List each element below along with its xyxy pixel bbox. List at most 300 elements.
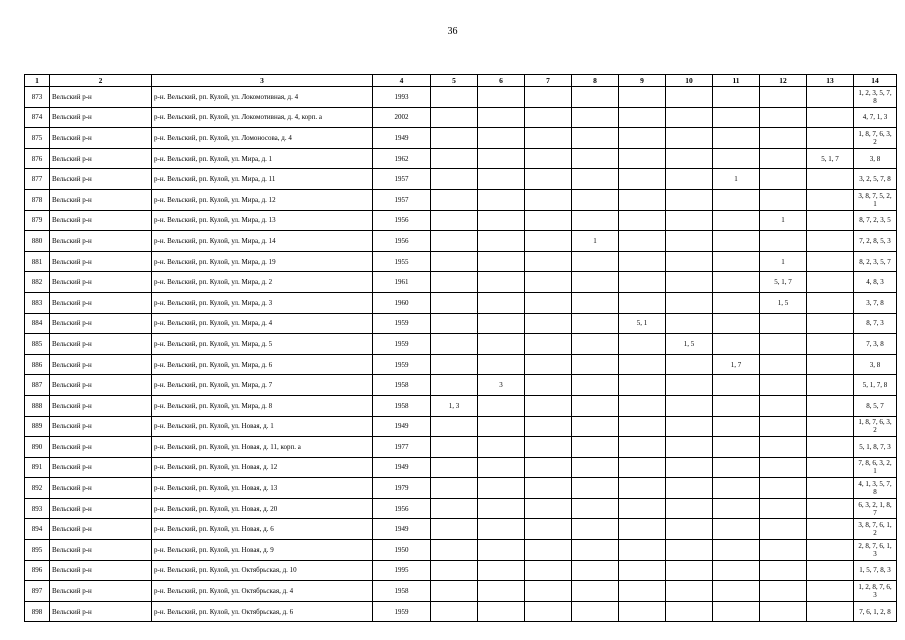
table-cell-col-14: 7, 6, 1, 2, 8 [854,601,897,622]
table-cell-col-6 [478,148,525,169]
table-cell-col-11 [713,601,760,622]
table-cell-col-11 [713,540,760,561]
table-cell-col-12: 1 [760,251,807,272]
table-cell-col-2: Вельский р-н [50,87,152,108]
table-cell-col-3: р-н. Вельский, рп. Кулой, ул. Мира, д. 2 [152,272,373,293]
table-cell-col-10 [666,169,713,190]
table-cell-col-7 [525,210,572,231]
table-cell-col-4: 1949 [373,519,431,540]
table-cell-col-7 [525,519,572,540]
column-header-4: 4 [373,75,431,87]
table-cell-col-9 [619,581,666,602]
table-cell-col-3: р-н. Вельский, рп. Кулой, ул. Мира, д. 13 [152,210,373,231]
table-cell-col-14: 3, 8, 7, 6, 1, 2 [854,519,897,540]
table-cell-col-13 [807,395,854,416]
table-cell-col-14: 8, 2, 3, 5, 7 [854,251,897,272]
table-cell-col-3: р-н. Вельский, рп. Кулой, ул. Мира, д. 5 [152,334,373,355]
table-cell-col-14: 8, 5, 7 [854,395,897,416]
table-row [25,375,897,396]
table-cell-col-3: р-н. Вельский, рп. Кулой, ул. Новая, д. 11, корп. а [152,437,373,458]
table-cell-col-2: Вельский р-н [50,437,152,458]
table-cell-col-3: р-н. Вельский, рп. Кулой, ул. Мира, д. 19 [152,251,373,272]
table-row [25,128,897,149]
table-cell-col-2: Вельский р-н [50,169,152,190]
column-header-2: 2 [50,75,152,87]
table-cell-col-10 [666,251,713,272]
table-cell-col-10 [666,87,713,108]
table-cell-col-6 [478,581,525,602]
table-cell-col-4: 1949 [373,128,431,149]
table-cell-col-2: Вельский р-н [50,334,152,355]
table-cell-col-1: 887 [25,375,50,396]
table-cell-col-3: р-н. Вельский, рп. Кулой, ул. Мира, д. 3 [152,292,373,313]
table-cell-col-13 [807,210,854,231]
table-cell-col-8 [572,519,619,540]
table-cell-col-6 [478,478,525,499]
table-cell-col-13 [807,581,854,602]
table-cell-col-11 [713,395,760,416]
table-cell-col-4: 1977 [373,437,431,458]
table-cell-col-1: 884 [25,313,50,334]
table-cell-col-6 [478,437,525,458]
table-cell-col-1: 876 [25,148,50,169]
table-cell-col-6 [478,560,525,581]
column-header-12: 12 [760,75,807,87]
table-cell-col-5 [431,581,478,602]
table-cell-col-12 [760,354,807,375]
table-header-row [25,75,897,87]
table-cell-col-10 [666,437,713,458]
table-cell-col-1: 874 [25,107,50,128]
table-cell-col-7 [525,189,572,210]
table-cell-col-10 [666,601,713,622]
table-cell-col-13 [807,519,854,540]
table-cell-col-9 [619,292,666,313]
table-cell-col-1: 883 [25,292,50,313]
table-cell-col-1: 891 [25,457,50,478]
table-cell-col-3: р-н. Вельский, рп. Кулой, ул. Локомотивная, д. 4 [152,87,373,108]
table-cell-col-11 [713,210,760,231]
table-cell-col-13 [807,107,854,128]
table-cell-col-5 [431,272,478,293]
table-cell-col-7 [525,169,572,190]
table-cell-col-8: 1 [572,231,619,252]
table-row [25,601,897,622]
table-cell-col-9 [619,478,666,499]
table-cell-col-9 [619,416,666,437]
table-cell-col-2: Вельский р-н [50,251,152,272]
table-cell-col-7 [525,354,572,375]
column-header-14: 14 [854,75,897,87]
table-cell-col-2: Вельский р-н [50,148,152,169]
table-cell-col-4: 2002 [373,107,431,128]
table-cell-col-3: р-н. Вельский, рп. Кулой, ул. Мира, д. 4 [152,313,373,334]
table-cell-col-13 [807,478,854,499]
table-cell-col-14: 6, 3, 2, 1, 8, 7 [854,498,897,519]
table-cell-col-5 [431,210,478,231]
table-cell-col-11 [713,437,760,458]
table-cell-col-4: 1957 [373,189,431,210]
table-row [25,272,897,293]
table-cell-col-2: Вельский р-н [50,498,152,519]
table-cell-col-13 [807,334,854,355]
table-row [25,107,897,128]
table-cell-col-3: р-н. Вельский, рп. Кулой, ул. Мира, д. 12 [152,189,373,210]
table-row [25,395,897,416]
table-cell-col-4: 1955 [373,251,431,272]
table-cell-col-14: 5, 1, 8, 7, 3 [854,437,897,458]
table-cell-col-7 [525,292,572,313]
table-cell-col-3: р-н. Вельский, рп. Кулой, ул. Мира, д. 14 [152,231,373,252]
table-cell-col-7 [525,148,572,169]
table-cell-col-5 [431,128,478,149]
table-cell-col-11 [713,478,760,499]
table-row [25,519,897,540]
table-cell-col-12: 1, 5 [760,292,807,313]
column-header-13: 13 [807,75,854,87]
table-cell-col-9 [619,251,666,272]
table-cell-col-4: 1959 [373,601,431,622]
table-cell-col-7 [525,457,572,478]
table-cell-col-9 [619,148,666,169]
table-cell-col-5 [431,560,478,581]
table-cell-col-5 [431,478,478,499]
table-cell-col-3: р-н. Вельский, рп. Кулой, ул. Локомотивная, д. 4, корп. а [152,107,373,128]
table-cell-col-2: Вельский р-н [50,292,152,313]
table-cell-col-5 [431,292,478,313]
table-cell-col-13 [807,498,854,519]
table-row [25,334,897,355]
table-cell-col-12 [760,416,807,437]
table-cell-col-10 [666,128,713,149]
table-cell-col-9 [619,231,666,252]
table-cell-col-5 [431,437,478,458]
table-cell-col-2: Вельский р-н [50,395,152,416]
table-cell-col-13 [807,292,854,313]
table-cell-col-13 [807,560,854,581]
table-cell-col-9 [619,498,666,519]
table-cell-col-8 [572,210,619,231]
table-cell-col-6 [478,540,525,561]
table-cell-col-7 [525,601,572,622]
table-cell-col-6 [478,107,525,128]
table-cell-col-2: Вельский р-н [50,416,152,437]
table-cell-col-7 [525,313,572,334]
table-cell-col-5 [431,375,478,396]
table-cell-col-7 [525,251,572,272]
table-cell-col-7 [525,128,572,149]
table-cell-col-3: р-н. Вельский, рп. Кулой, ул. Новая, д. 13 [152,478,373,499]
table-cell-col-13: 5, 1, 7 [807,148,854,169]
table-cell-col-7 [525,107,572,128]
column-header-7: 7 [525,75,572,87]
table-cell-col-1: 880 [25,231,50,252]
table-cell-col-10 [666,107,713,128]
table-row [25,478,897,499]
column-header-1: 1 [25,75,50,87]
table-cell-col-13 [807,272,854,293]
table-cell-col-10 [666,148,713,169]
table-cell-col-3: р-н. Вельский, рп. Кулой, ул. Октябрьская, д. 4 [152,581,373,602]
table-cell-col-13 [807,354,854,375]
table-cell-col-13 [807,416,854,437]
table-cell-col-2: Вельский р-н [50,354,152,375]
table-cell-col-13 [807,601,854,622]
table-cell-col-2: Вельский р-н [50,272,152,293]
table-cell-col-2: Вельский р-н [50,107,152,128]
table-cell-col-5 [431,457,478,478]
table-cell-col-11 [713,313,760,334]
table-cell-col-11 [713,519,760,540]
table-cell-col-14: 7, 8, 6, 3, 2, 1 [854,457,897,478]
table-row [25,581,897,602]
table-cell-col-4: 1959 [373,354,431,375]
table-cell-col-4: 1958 [373,395,431,416]
table-cell-col-13 [807,251,854,272]
table-cell-col-14: 4, 7, 1, 3 [854,107,897,128]
table-cell-col-8 [572,395,619,416]
table-cell-col-9: 5, 1 [619,313,666,334]
table-cell-col-7 [525,375,572,396]
table-cell-col-12 [760,519,807,540]
table-row [25,560,897,581]
table-cell-col-2: Вельский р-н [50,128,152,149]
table-cell-col-2: Вельский р-н [50,375,152,396]
table-cell-col-10 [666,272,713,293]
table-cell-col-3: р-н. Вельский, рп. Кулой, ул. Новая, д. 20 [152,498,373,519]
table-cell-col-11 [713,272,760,293]
table-cell-col-8 [572,148,619,169]
table-cell-col-12 [760,375,807,396]
table-cell-col-7 [525,437,572,458]
table-cell-col-10 [666,395,713,416]
table-cell-col-5 [431,601,478,622]
table-cell-col-1: 873 [25,87,50,108]
table-cell-col-1: 895 [25,540,50,561]
table-cell-col-14: 1, 2, 3, 5, 7, 8 [854,87,897,108]
table-cell-col-1: 878 [25,189,50,210]
table-cell-col-5 [431,251,478,272]
table-cell-col-7 [525,540,572,561]
table-cell-col-12 [760,437,807,458]
table-cell-col-6 [478,334,525,355]
table-cell-col-2: Вельский р-н [50,457,152,478]
table-cell-col-11 [713,416,760,437]
data-table [24,74,897,622]
table-cell-col-11: 1, 7 [713,354,760,375]
table-cell-col-11 [713,107,760,128]
table-cell-col-10 [666,292,713,313]
table-cell-col-4: 1950 [373,540,431,561]
column-header-11: 11 [713,75,760,87]
table-cell-col-13 [807,189,854,210]
table-cell-col-14: 3, 8 [854,148,897,169]
table-cell-col-5 [431,416,478,437]
table-row [25,169,897,190]
table-cell-col-1: 881 [25,251,50,272]
table-cell-col-12 [760,231,807,252]
table-cell-col-1: 897 [25,581,50,602]
table-row [25,87,897,108]
table-cell-col-1: 886 [25,354,50,375]
table-cell-col-4: 1956 [373,210,431,231]
table-cell-col-4: 1949 [373,416,431,437]
table-cell-col-10 [666,519,713,540]
table-cell-col-2: Вельский р-н [50,231,152,252]
table-cell-col-14: 4, 8, 3 [854,272,897,293]
table-cell-col-2: Вельский р-н [50,540,152,561]
table-cell-col-4: 1979 [373,478,431,499]
table-cell-col-10 [666,478,713,499]
page-number: 36 [447,26,458,37]
table-cell-col-8 [572,169,619,190]
table-row [25,292,897,313]
table-cell-col-14: 5, 1, 7, 8 [854,375,897,396]
table-cell-col-7 [525,478,572,499]
table-cell-col-10 [666,354,713,375]
table-cell-col-7 [525,560,572,581]
column-header-9: 9 [619,75,666,87]
table-cell-col-4: 1956 [373,231,431,252]
table-row [25,189,897,210]
table-cell-col-12 [760,128,807,149]
table-cell-col-5 [431,540,478,561]
table-cell-col-9 [619,457,666,478]
table-cell-col-5 [431,231,478,252]
table-cell-col-11 [713,292,760,313]
table-cell-col-9 [619,107,666,128]
table-cell-col-6 [478,457,525,478]
table-cell-col-7 [525,272,572,293]
table-cell-col-6 [478,519,525,540]
table-cell-col-1: 894 [25,519,50,540]
table-cell-col-1: 892 [25,478,50,499]
table-cell-col-5 [431,519,478,540]
table-cell-col-10 [666,189,713,210]
table-row [25,354,897,375]
table-cell-col-9 [619,375,666,396]
table-cell-col-8 [572,540,619,561]
table-cell-col-8 [572,292,619,313]
table-cell-col-10 [666,560,713,581]
table-cell-col-8 [572,251,619,272]
table-cell-col-12 [760,107,807,128]
table-cell-col-4: 1958 [373,581,431,602]
column-header-8: 8 [572,75,619,87]
table-cell-col-4: 1993 [373,87,431,108]
table-cell-col-1: 893 [25,498,50,519]
table-cell-col-5 [431,189,478,210]
table-cell-col-5 [431,169,478,190]
table-cell-col-9 [619,272,666,293]
table-cell-col-5 [431,498,478,519]
table-cell-col-11 [713,87,760,108]
table-cell-col-7 [525,416,572,437]
table-cell-col-10: 1, 5 [666,334,713,355]
table-cell-col-4: 1959 [373,313,431,334]
table-cell-col-8 [572,87,619,108]
table-cell-col-12 [760,148,807,169]
table-cell-col-9 [619,560,666,581]
table-cell-col-12 [760,478,807,499]
table-cell-col-6 [478,251,525,272]
table-cell-col-2: Вельский р-н [50,189,152,210]
table-cell-col-9 [619,169,666,190]
table-cell-col-6 [478,601,525,622]
table-cell-col-7 [525,498,572,519]
table-cell-col-13 [807,437,854,458]
table-cell-col-8 [572,560,619,581]
table-cell-col-13 [807,128,854,149]
table-row [25,457,897,478]
table-cell-col-12 [760,169,807,190]
table-cell-col-2: Вельский р-н [50,581,152,602]
table-cell-col-10 [666,375,713,396]
table-cell-col-8 [572,437,619,458]
table-cell-col-4: 1960 [373,292,431,313]
table-cell-col-6 [478,416,525,437]
table-cell-col-11 [713,128,760,149]
table-cell-col-14: 8, 7, 2, 3, 5 [854,210,897,231]
table-cell-col-9 [619,334,666,355]
table-cell-col-14: 3, 7, 8 [854,292,897,313]
table-cell-col-8 [572,354,619,375]
table-cell-col-14: 3, 8 [854,354,897,375]
table-cell-col-14: 1, 8, 7, 6, 3, 2 [854,128,897,149]
table-cell-col-12 [760,313,807,334]
table-cell-col-12 [760,601,807,622]
table-cell-col-14: 1, 8, 7, 6, 3, 2 [854,416,897,437]
table-cell-col-5 [431,354,478,375]
table-cell-col-6 [478,189,525,210]
table-cell-col-8 [572,498,619,519]
table-cell-col-4: 1995 [373,560,431,581]
table-cell-col-4: 1959 [373,334,431,355]
table-cell-col-14: 4, 1, 3, 5, 7, 8 [854,478,897,499]
table-cell-col-5: 1, 3 [431,395,478,416]
table-cell-col-13 [807,375,854,396]
table-cell-col-10 [666,210,713,231]
table-cell-col-1: 877 [25,169,50,190]
table-cell-col-12 [760,457,807,478]
table-cell-col-8 [572,478,619,499]
table-cell-col-14: 7, 3, 8 [854,334,897,355]
table-cell-col-5 [431,107,478,128]
column-header-5: 5 [431,75,478,87]
table-cell-col-12: 5, 1, 7 [760,272,807,293]
table-cell-col-7 [525,87,572,108]
table-cell-col-9 [619,540,666,561]
table-cell-col-13 [807,87,854,108]
table-cell-col-10 [666,498,713,519]
table-cell-col-3: р-н. Вельский, рп. Кулой, ул. Мира, д. 8 [152,395,373,416]
table-cell-col-3: р-н. Вельский, рп. Кулой, ул. Октябрьская, д. 6 [152,601,373,622]
table-cell-col-6 [478,231,525,252]
table-cell-col-7 [525,231,572,252]
table-cell-col-4: 1961 [373,272,431,293]
table-row [25,540,897,561]
table-cell-col-8 [572,581,619,602]
table-cell-col-11 [713,560,760,581]
table-cell-col-6 [478,354,525,375]
table-row [25,437,897,458]
table-cell-col-6 [478,210,525,231]
table-cell-col-8 [572,107,619,128]
table-cell-col-1: 889 [25,416,50,437]
table-cell-col-11 [713,251,760,272]
table-cell-col-4: 1956 [373,498,431,519]
table-cell-col-8 [572,457,619,478]
